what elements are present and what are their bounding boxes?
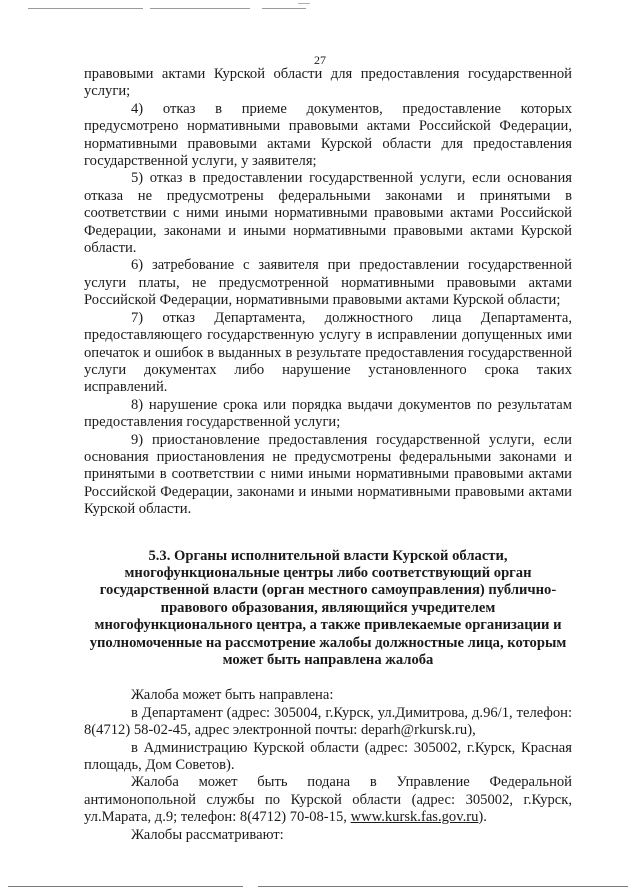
complaint-reviewers: Жалобы рассматривают: — [131, 826, 284, 843]
complaint-department — [84, 705, 572, 740]
fas-suffix: ). — [478, 809, 487, 826]
complaint-fas — [84, 774, 572, 826]
scan-line — [28, 8, 143, 9]
paragraph-item-4: 4) отказ в приеме документов, предоставление которых предусмотрено нормативными правовыми актами Российской Федерации, нормативными правовыми актами Курской области для предоставления государственной услуги, у заявителя; — [84, 100, 572, 170]
fas-address: Жалоба может быть подана в Управление Федеральной антимонопольной службы по Курской области (адрес: 305002, г.Курск, ул.Марата, д.9; телефон: 8(4712) 70-08-15, — [84, 774, 572, 826]
department-address: в Департамент (адрес: 305004, г.Курск, ул.Димитрова, д.96/1, телефон: 8(4712) 58-02-45, адрес электронной почты: — [84, 704, 572, 739]
scan-line — [262, 8, 306, 9]
department-email-link[interactable]: deparh@rkursk.ru — [360, 722, 468, 739]
scan-line — [258, 886, 628, 887]
paragraph-item-8: 8) нарушение срока или порядка выдачи документов по результатам предоставления государственной услуги; — [84, 396, 572, 431]
scan-dash — [298, 3, 310, 4]
page-number: 27 — [314, 53, 326, 67]
paragraph-item-5: 5) отказ в предоставлении государственной услуги, если основания отказа не предусмотрены федеральными законами и принятыми в соответствии с ними иными нормативными правовыми актами Российской Федерации, законами и иными нормативными правовыми актами Курской области. — [84, 170, 572, 257]
complaint-intro: Жалоба может быть направлена: — [131, 687, 334, 704]
complaint-administration: в Администрацию Курской области (адрес: 305002, г.Курск, Красная площадь, Дом Советов). — [84, 739, 572, 774]
paragraph-item-9: 9) приостановление предоставления государственной услуги, если основания приостановления не предусмотрены федеральными законами и принятыми в соответствии с ними иными нормативными правовыми актами Российской Федерации, законами и иными нормативными правовыми актами Курской области. — [84, 431, 572, 518]
paragraph-item-7: 7) отказ Департамента, должностного лица Департамента, предоставляющего государственную услугу в исправлении допущенных ими опечаток и ошибок в выданных в результате предоставления государственной услуги документах либо нарушение установленного срока таких исправлений. — [84, 309, 572, 396]
section-heading: 5.3. Органы исполнительной власти Курской области, многофункциональные центры либо соответствующий орган государственной власти (орган местного самоуправления) публично-правового образования, являющийся учредителем многофункционального центра, а также привлекаемые организации и уполномоченные на рассмотрение жалобы должностные лица, которым может быть направлена жалоба — [89, 547, 567, 668]
paragraph-continuation: правовыми актами Курской области для предоставления государственной услуги; — [84, 66, 572, 100]
scan-line — [150, 8, 250, 9]
paragraph-item-6: 6) затребование с заявителя при предоставлении государственной услуги платы, не предусмотренной нормативными правовыми актами Российской Федерации, нормативными правовыми актами Курской области; — [84, 257, 572, 309]
department-suffix: ), — [467, 722, 476, 739]
document-body — [84, 66, 572, 844]
fas-website-link[interactable]: www.kursk.fas.gov.ru — [350, 809, 479, 826]
scan-bottom-artifact — [8, 885, 632, 889]
scan-top-artifact — [0, 0, 640, 22]
scan-line — [8, 886, 243, 887]
